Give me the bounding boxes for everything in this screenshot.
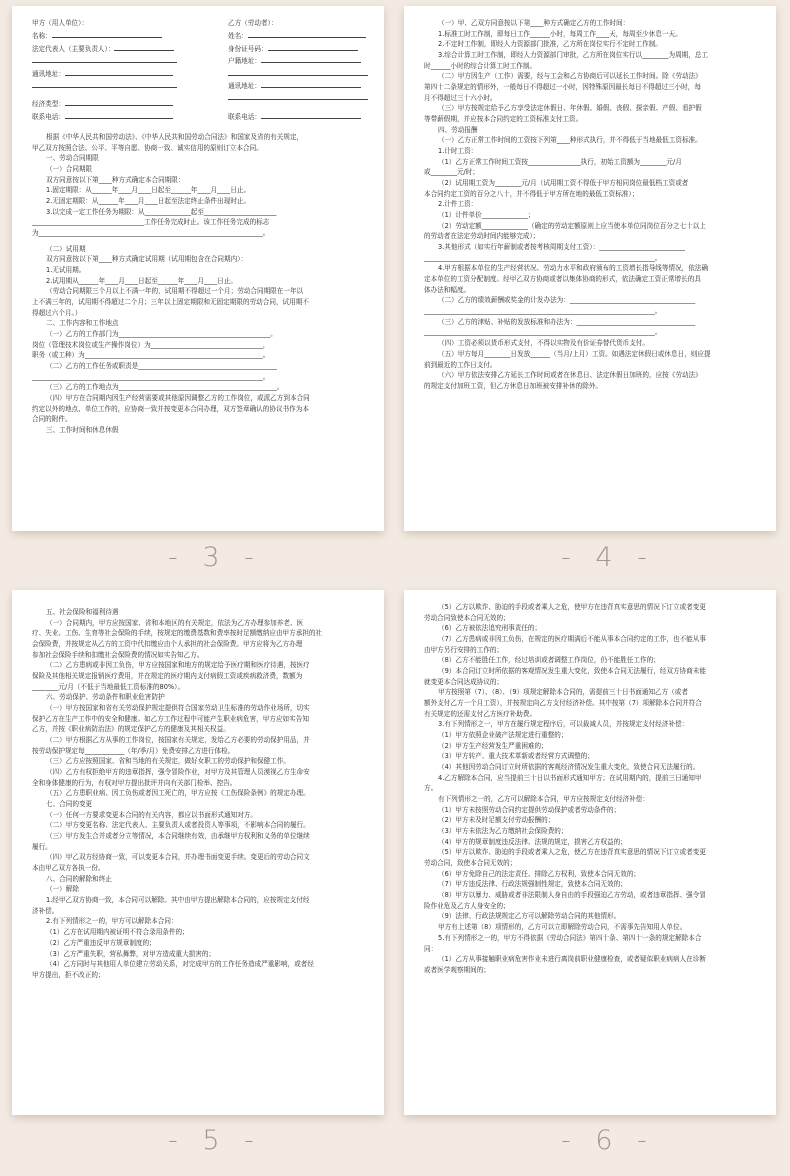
contract-text-line: ______________________________________________________________________。 <box>424 307 662 316</box>
contract-text-line: 前到最近的工作日支付。 <box>424 360 497 369</box>
contract-text-line: 济补偿。 <box>32 906 59 915</box>
party-b-title: 乙方（劳动者）： <box>228 19 278 27</box>
contract-text-line: （7）乙方患病或非因工负伤，在规定的医疗期满后不能从事本合同约定的工作，也不能从事 <box>438 635 706 644</box>
contract-text-line: （2）劳动定额______________（确定的劳动定额原则上应当使本单位同岗位百分之七十以上 <box>438 221 706 230</box>
document-page-5 <box>12 590 384 1115</box>
contract-text-line: 保护乙方在生产工作中的安全和健康。如乙方工作过程中可能产生职业病危害，甲方应如实告知 <box>32 714 309 723</box>
contract-text-line: 双方同意按以下第____种方式确定本合同期限： <box>46 175 185 184</box>
contract-text-line: （四）乙方有权拒绝甲方的违章指挥，强令冒险作业，对甲方及其管理人员漠视乙方生命安 <box>46 768 310 777</box>
page-number-3: - 3 - <box>168 542 262 573</box>
section-heading: 一、劳动合同期限 <box>46 154 99 163</box>
contract-text-line: （二）乙方患病或非因工负伤，甲方应按国家和地方的规定给予医疗期和医疗待遇，按医疗 <box>46 661 310 670</box>
party-a-economy-type-field: 经济类型： <box>32 98 182 110</box>
contract-text-line: 同： <box>424 944 438 953</box>
contract-text-line: 1.计时工资： <box>438 147 478 156</box>
contract-text-line: （4）其他因劳动合同订立时所依据的客观经济情况发生重大变化，致使合同无法履行的。 <box>438 763 700 772</box>
contract-text-line: （2）甲方生产经营发生严重困难的； <box>438 741 548 750</box>
contract-text-line: （1）乙方正常工作时间工资按________________执行，初始工资额为________元/月 <box>438 157 682 166</box>
contract-text-line: 定本单位的工资分配制度。经甲乙双方协商或者以集体协商的形式，依法确定工资正常增长的具 <box>424 275 701 284</box>
contract-text-line: （二）甲方因生产（工作）需要，经与工会和乙方协商后可以延长工作时间。除《劳动法》 <box>438 72 702 81</box>
contract-text-line: 乙方，并按《职业病防治法》的规定保护乙方的健康及其相关权益。 <box>32 725 230 734</box>
contract-text-line: 履行。 <box>32 842 52 851</box>
contract-text-line: 3.综合计算工时工作制，即经人力资源部门审批，乙方所在岗位实行以________为周期，总工 <box>438 51 709 60</box>
party-b-name-field: 姓名： <box>228 30 378 42</box>
contract-text-line: （五）乙方患职业病、因工负伤或者因工死亡的，甲方应按《工伤保险条例》的规定办理。 <box>46 789 310 798</box>
contract-text-line: （7）甲方违反法律、行政法规强制性规定，致使本合同无效的； <box>438 880 627 889</box>
subsection-heading: （二）试用期 <box>46 244 86 253</box>
contract-text-line: （三）乙方应按照国家、省和当地的有关规定，做好女职工的劳动保护和保健工作。 <box>46 757 290 766</box>
contract-text-line: 或者医学观察期间的； <box>424 965 490 974</box>
party-b-column <box>228 18 378 123</box>
page-number-4: - 4 - <box>561 542 655 573</box>
contract-text-line: （1）乙方从事接触职业病危害作业未进行离岗前职业健康检查，或者疑似职业病病人在诊断 <box>438 955 706 964</box>
contract-text-line: （4）甲方的规章制度违反法律、法规的规定，损害乙方权益的； <box>438 837 627 846</box>
contract-text-line: （5）甲方以欺诈、胁迫的手段或者乘人之危，使乙方在违背真实意思的情况下订立或者变更 <box>438 848 706 857</box>
contract-text-line: 1.标准工时工作制，即每日工作______小时，每周工作____天，每周至少休息一天。 <box>438 29 682 38</box>
contract-text-line: （五）甲方每月________日发放______（当月/上月）工资。如遇法定休假日或休息日，则应提 <box>438 349 711 358</box>
contract-text-line: （一）任何一方要求变更本合同的有关内容，都应以书面形式通知对方。 <box>46 810 257 819</box>
party-a-title: 甲方（用人单位）： <box>32 19 89 27</box>
subsection-heading: （一）解除 <box>46 885 79 894</box>
party-a-phone-field: 联系电话： <box>32 111 182 123</box>
contract-text-line: （8）甲方以暴力、威胁或者非法限制人身自由的手段强迫乙方劳动，或者违章指挥、强令冒 <box>438 891 706 900</box>
contract-text-line: 1.固定期限：从______年____月____日起至______年____月____日止。 <box>46 186 251 195</box>
contract-text-line: （1）乙方在试用期内被证明不符合录用条件的； <box>46 928 189 937</box>
contract-text-line: 1.经甲乙双方协商一致，本合同可以解除。其中由甲方提出解除本合同的，应按规定支付经 <box>46 896 310 905</box>
contract-text-line: 为____________________________________________________________________。 <box>32 229 270 238</box>
contract-text-line: 时______小时的综合计算工时工作制。 <box>424 61 537 70</box>
party-a-representative-field: 法定代表人（主要负责人）： <box>32 43 182 55</box>
contract-text-line: （六）甲方依法安排乙方延长工作时间或者在休息日、法定休假日加班的，应按《劳动法》 <box>438 371 702 380</box>
contract-text-line: 有关规定的还需支付乙方医疗补助费。 <box>424 709 537 718</box>
contract-text-line: （二）甲方变更名称、法定代表人、主要负责人或者投资人等事项，不影响本合同的履行。 <box>46 821 310 830</box>
party-b-household-field: 户籍地址： <box>228 55 378 67</box>
contract-text-line: 方。 <box>424 784 438 793</box>
contract-text-line: 有下列情形之一的，乙方可以解除本合同，甲方应按规定支付经济补偿： <box>438 795 649 804</box>
party-info-block <box>32 18 366 132</box>
contract-text-line: 就变更本合同达成协议的； <box>424 677 504 686</box>
subsection-heading: （一）合同期限 <box>46 165 93 174</box>
contract-text-line: 2.不定时工作制，即经人力资源部门批准，乙方所在岗位实行不定时工作制。 <box>438 40 662 49</box>
contract-text-line: 的劳动者在法定劳动时间内能够完成）； <box>424 232 540 241</box>
contract-text-line: 岗位（管理技术岗位或生产操作岗位）为__________________________________， <box>32 340 270 349</box>
contract-text-line: （9）本合同订立时所依据的客观情况发生重大变化，致使本合同无法履行，经双方协商未能 <box>438 667 706 676</box>
document-page-3 <box>12 6 384 531</box>
contract-text-line: （三）乙方的工作地点为________________________________________________。 <box>46 383 284 392</box>
document-page-4 <box>404 6 776 531</box>
contract-text-line: 月不得超过三十六小时。 <box>424 93 497 102</box>
contract-text-line: （3）甲方转产、重大技术革新或者经营方式调整的； <box>438 752 594 761</box>
contract-text-line: 1.无试用期。 <box>46 266 86 275</box>
party-a-blank-line <box>32 80 182 92</box>
contract-text-line: （四）甲乙双方经协商一致，可以变更本合同，并办理书面变更手续。变更后的劳动合同文 <box>46 853 310 862</box>
contract-text-line: 职务（或工种）为______________________________________________________。 <box>32 351 270 360</box>
contract-text-line: 约定以外的地点、单位工作的，应协商一致并按变更本合同办理，双方签章确认的协议书作为本 <box>32 404 309 413</box>
contract-text-line: __________________________________工作任务完成时止。该工作任务完成的标志 <box>32 218 270 227</box>
contract-text-line: （三）甲方按规定给予乙方享受法定休假日、年休假、婚假、丧假、探亲假、产假、看护假 <box>438 104 702 113</box>
contract-text-line: 得超过六个月。） <box>32 308 82 317</box>
contract-text-line: （一）合同期内，甲方应按国家、省和本地区的有关规定，依法为乙方办理参加养老、医 <box>46 618 304 627</box>
contract-text-line: 2.试用期从______年____月____日起至______年____月____日止。 <box>46 276 237 285</box>
contract-text-line: ______________________________________________________________________。 <box>424 253 662 262</box>
contract-text-line: （劳动合同期限三个月以上不满一年的，试用期不得超过一个月；劳动合同期限在一年以 <box>46 287 304 296</box>
contract-text-line: （4）乙方同时与其他用人单位建立劳动关系，对完成甲方的工作任务造成严重影响，或者经 <box>46 960 314 969</box>
party-b-address-field: 通讯地址： <box>228 80 378 92</box>
contract-text-line: 甲方有上述第（8）项情形的，乙方可以立即解除劳动合同，不需事先告知用人单位。 <box>438 923 687 932</box>
section-heading: 七、合同的变更 <box>46 800 93 809</box>
contract-text-line: 劳动合同致使本合同无效的； <box>424 613 510 622</box>
contract-text-line: （3）甲方未依法为乙方缴纳社会保险费的； <box>438 827 568 836</box>
contract-text-line: （三）甲方发生合并或者分立等情况，本合同继续有效，由承继甲方权利和义务的单位继续 <box>46 832 310 841</box>
contract-text-line: 甲乙双方按照合法、公平、平等自愿、协商一致、诚实信用的原则订立本合同。 <box>32 143 263 152</box>
contract-text-line: 本由甲乙双方各执一份。 <box>32 864 105 873</box>
contract-text-line: （1）甲方未按照劳动合同约定提供劳动保护或者劳动条件的； <box>438 805 621 814</box>
contract-text-line: 5.有下列情形之一的，甲方不得依据《劳动合同法》第四十条、第四十一条的规定解除本合 <box>438 933 702 942</box>
contract-text-line: 本合同约定工资的百分之八十，并不得低于甲方所在地的最低工资标准）； <box>424 189 639 198</box>
contract-text-line: （二）乙方的工作任务或职责是__________________________________________ <box>46 362 277 371</box>
contract-text-line: 双方同意按以下第____种方式确定试用期（试用期包含在合同期内）： <box>46 255 248 264</box>
section-heading: 四、劳动报酬 <box>438 125 478 134</box>
contract-text-line: 额外支付乙方一个月工资），并按规定向乙方支付经济补偿。其中按第（7）项解除本合同并符合 <box>424 699 702 708</box>
contract-text-line: （2）甲方未及时足额支付劳动报酬的； <box>438 816 555 825</box>
contract-text-line: （一）甲方按国家和省有关劳动保护规定提供符合国家劳动卫生标准的劳动作业场所，切实 <box>46 704 310 713</box>
party-a-address-field: 通讯地址： <box>32 68 182 80</box>
contract-text-line: （9）法律、行政法规规定乙方可以解除劳动合同的其他情形。 <box>438 912 621 921</box>
section-heading: 五、社会保险和福利待遇 <box>46 608 119 616</box>
contract-text-line: 会保险费，并按规定从乙方的工资中代扣缴应由个人承担的社会保险费。甲方应将为乙方办理 <box>32 640 303 649</box>
contract-text-line: ________元/月（不低于当地最低工资标准的80%）。 <box>32 682 185 691</box>
contract-text-line: （6）甲方免除自己的法定责任、排除乙方权利，致使本合同无效的； <box>438 869 641 878</box>
party-a-name-field: 名称： <box>32 30 182 42</box>
contract-text-line: 2.计件工资： <box>438 200 478 209</box>
contract-text-line: （3）乙方严重失职，营私舞弊，对甲方造成重大损害的； <box>46 949 216 958</box>
contract-text-line: （5）乙方以欺诈、胁迫的手段或者乘人之危，使甲方在违背真实意思的情况下订立或者变更 <box>438 603 706 611</box>
contract-text-line: 体办法和幅度。 <box>424 285 471 294</box>
contract-text-line: （一）乙方的工作部门为______________________________________________。 <box>46 330 277 339</box>
contract-text-line: 4.甲方根据本单位的生产经营状况、劳动力水平和政府颁布的工资增长指导线等情况，依法确 <box>438 264 709 273</box>
section-heading: 八、合同的解除和终止 <box>46 874 112 883</box>
contract-text-line: （1）计件单价______________； <box>438 211 535 220</box>
contract-text-line: 的规定支付加班工资，但乙方休息日加班被安排补休的除外。 <box>424 381 603 390</box>
contract-text-line: 2.有下列情形之一的，甲方可以解除本合同： <box>46 917 178 926</box>
contract-text-line: ______________________________________________________________________。 <box>32 372 270 381</box>
contract-text-line: 疗、失业、工伤、生育等社会保险的手续，按规定的缴费基数和费率按时足额缴纳应由甲方承担的社 <box>32 629 323 638</box>
party-b-blank-line <box>228 92 378 104</box>
party-a-column <box>32 18 182 123</box>
section-heading: 三、工作时间和休息休假 <box>46 426 119 435</box>
contract-text-line: （二）乙方的绩效薪酬或奖金的计发办法为：______________________________________ <box>438 296 696 305</box>
party-b-blank-line <box>228 68 378 80</box>
contract-text-line: 3.其他形式（如实行年薪制或者按考核周期支付工资）：__________________________ <box>438 243 685 252</box>
contract-text-line: 2.无固定期限：从______年____月____日起至法定终止条件出现时止。 <box>46 197 251 206</box>
contract-text-line: 甲方按照第（7）、（8）、（9）项规定解除本合同的，需提前三十日书面通知乙方（或者 <box>438 688 688 697</box>
contract-text-line: （2）试用期工资为________元/月（试用期工资不得低于甲方相同岗位最低档工资或者 <box>438 179 689 188</box>
page-number-5: - 5 - <box>168 1125 262 1156</box>
contract-text-line: 合同的附件。 <box>32 415 72 424</box>
contract-text-line: （6）乙方被依法追究刑事责任的； <box>438 624 542 633</box>
contract-text-line: 上不满三年的，试用期不得超过二个月；三年以上固定期限和无固定期限的劳动合同，试用期不 <box>32 298 309 307</box>
contract-text-line: （一）乙方正常工作时间的工资按下列第____种形式执行，并不得低于当地最低工资标准。 <box>438 136 702 145</box>
contract-text-line: 由甲方另行安排的工作的； <box>424 645 504 654</box>
contract-text-line: 第四十二条规定的情形外，一般每日不得超过一小时，因特殊原因最长每日不得超过三小时，每 <box>424 83 701 92</box>
contract-text-line: 等带薪假期，并应按本合同约定的工资标准支付工资。 <box>424 115 583 124</box>
contract-text-line: ______________________________________________________________________。 <box>424 328 662 337</box>
contract-text-line: 劳动合同，致使本合同无效的； <box>424 859 517 868</box>
contract-text-line: 按劳动保护规定每____________（年/季/月）免费安排乙方进行体检。 <box>32 746 235 755</box>
section-heading: 六、劳动保护、劳动条件和职业危害防护 <box>46 693 165 702</box>
party-a-blank-line <box>32 55 182 67</box>
contract-text-line: 全和身体健康的行为，有权对甲方提出批评并向有关部门检举、控告。 <box>32 778 237 787</box>
contract-text-line: 险作业危及乙方人身安全的； <box>424 901 510 910</box>
party-b-id-field: 身份证号码： <box>228 43 378 55</box>
document-page-6 <box>404 590 776 1115</box>
contract-text-line: 4.乙方解除本合同，应当提前三十日以书面形式通知甲方；在试用期内的，提前三日通知甲 <box>438 773 702 782</box>
contract-text-line: 或________元/时； <box>424 168 479 177</box>
contract-text-line: （四）甲方在合同期内因生产经营需要或其他原因调整乙方的工作岗位，或派乙方到本合同 <box>46 394 310 403</box>
contract-text-line: 保险及其他相关规定报销医疗费用，并在规定的医疗期内支付病假工资或疾病救济费，数额为 <box>32 672 303 681</box>
contract-text-line: 3.以完成一定工作任务为期限：从______________起至______________________ <box>46 207 277 216</box>
contract-text-line: （四）工资必须以货币形式支付，不得以实物及有价证券替代货币支付。 <box>438 339 649 348</box>
contract-text-line: （一）甲、乙双方同意按以下第____种方式确定乙方的工作时间： <box>438 19 630 27</box>
contract-text-line: （三）乙方的津贴、补贴的发放标准和办法为：____________________________________ <box>438 317 696 326</box>
contract-text-line: （8）乙方不能胜任工作，经过培训或者调整工作岗位，仍不能胜任工作的； <box>438 656 660 665</box>
contract-text-line: 参加社会保险手续和扣缴社会保险费的情况如实告知乙方。 <box>32 650 204 659</box>
contract-text-line: （二）甲方根据乙方从事的工作岗位，按国家有关规定，发给乙方必要的劳动保护用品，并 <box>46 736 310 745</box>
contract-text-line: 根据《中华人民共和国劳动法》、《中华人民共和国劳动合同法》和国家及省的有关规定， <box>46 133 304 141</box>
page-number-6: - 6 - <box>561 1125 655 1156</box>
contract-text-line: 甲方提出，拒不改正的； <box>32 970 105 979</box>
party-b-phone-field: 联系电话： <box>228 111 378 123</box>
contract-text-line: （2）乙方严重违反甲方规章制度的； <box>46 938 156 947</box>
contract-text-line: （1）甲方依照企业破产法规定进行重整的； <box>438 731 568 740</box>
section-heading: 二、工作内容和工作地点 <box>46 319 119 328</box>
contract-text-line: 3.有下列情形之一，甲方在履行规定程序后，可以裁减人员，并按规定支付经济补偿： <box>438 720 689 729</box>
